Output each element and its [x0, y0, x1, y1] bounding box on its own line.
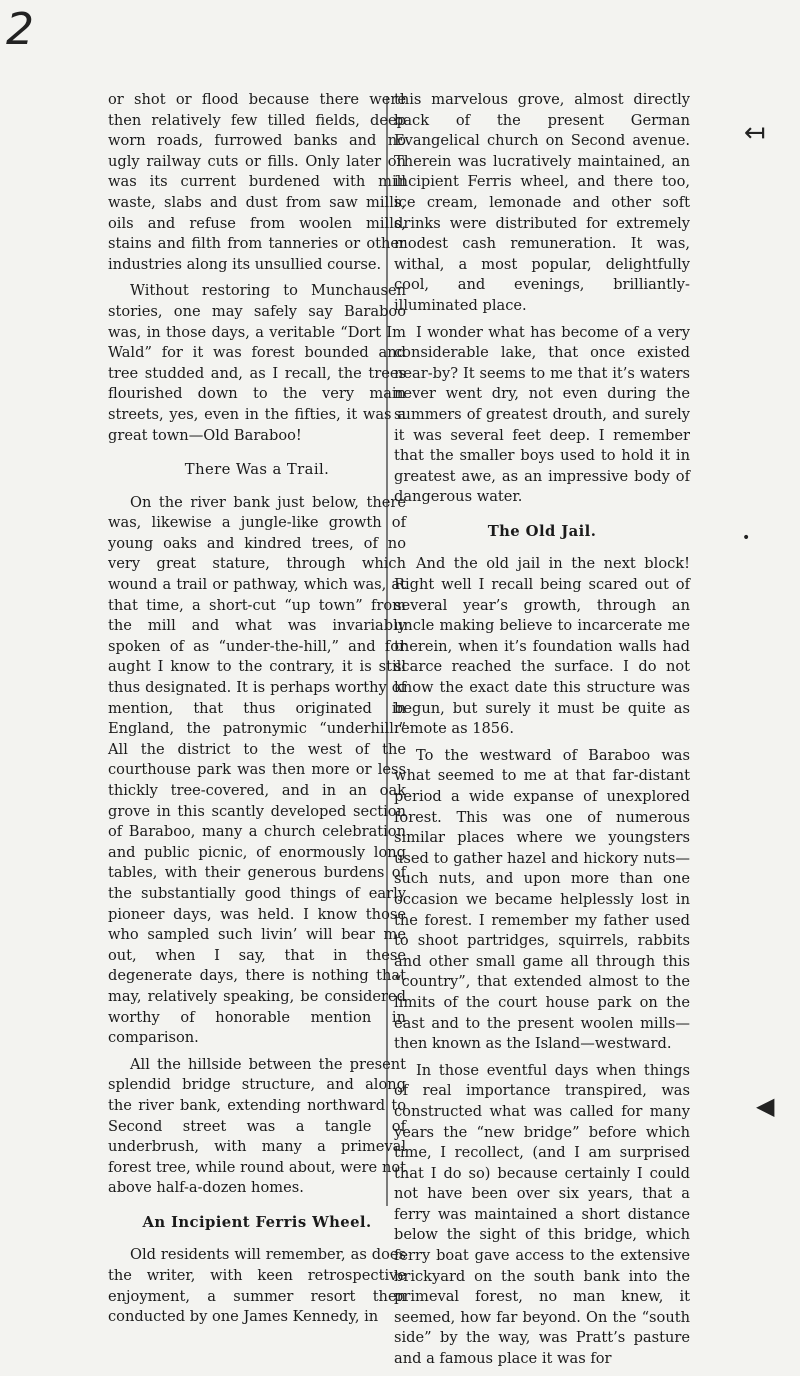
paragraph: On the river bank just below, there was, likewise a jungle-like growth of young oaks and kindred trees, of no very great stature, through which wound a trail or pathway, which was, at that time, a short-cut “up town” from the mill and what was invariably spoken of as “under-the-hill,” and for aught I know to the contrary, it is still thus designated. It is perhaps worthy of mention, that thus originated in England, the patronymic “underhill.” All the district to the west of the courthouse park was then more or less thickly tree-covered, and in an oak grove in this scantly developed section of Baraboo, many a church celebration and public picnic, of enormously long tables, with their generous burdens of the substantially good things of early pioneer days, was held. I know those who sampled such livin’ will bear me out, when I say, that in these degenerate days, there is nothing that may, relatively speaking, be considered worthy of honorable mention in comparison.	[108, 493, 406, 1047]
page-number: 2	[6, 4, 34, 55]
paragraph: I wonder what has become of a very considerable lake, that once existed near-by? It seems to me that it’s waters never went dry, not even during the summers of greatest drouth, and surely it was several feet deep. I remember that the smaller boys used to hold it in greatest awe, as an impressive body of dangerous water.	[394, 323, 690, 506]
margin-dot-icon: •	[742, 530, 751, 546]
paragraph: And the old jail in the next block! Right well I recall being scared out of several year’s growth, through an uncle making believe to incarcerate me therein, when it’s foundation walls had scarce reached the surface. I do not know the exact date this structure was begun, but surely it must be quite as remote as 1856.	[394, 555, 690, 738]
margin-mark-icon: ↤	[744, 118, 766, 148]
margin-arrow-icon: ◀	[756, 1092, 775, 1120]
section-heading: An Incipient Ferris Wheel.	[142, 1213, 372, 1231]
paragraph: All the hillside between the present splendid bridge structure, and along the river bank, extending northward to Second street was a tangle of underbrush, with many a primeval forest tree, while round about, were not above half-a-dozen homes.	[108, 1055, 406, 1197]
section-heading: The Old Jail.	[487, 522, 597, 540]
section-heading: There Was a Trail.	[184, 461, 330, 479]
right-column	[394, 90, 690, 1376]
left-column	[108, 90, 406, 1334]
paragraph: Without restoring to Munchausen stories, one may safely say Baraboo was, in those days, a veritable “Dort Im Wald” for it was forest bounded and tree studded and, as I recall, the trees flourished down to the very main streets, yes, even in the fifties, it was a great town—Old Baraboo!	[108, 282, 406, 444]
paragraph: this marvelous grove, almost directly back of the present German Evangelical church on Second avenue. Therein was lucratively maintained, an incipient Ferris wheel, and there too, ice cream, lemonade and other soft drinks were distributed for extremely modest cash remuneration. It was, withal, a most popular, delightfully cool, and evenings, brilliantly-illuminated place.	[394, 91, 690, 314]
paragraph: or shot or flood because there were then relatively few tilled fields, deep worn roads, furrowed banks and no ugly railway cuts or fills. Only later on was its current burdened with mill waste, slabs and dust from saw mills, oils and refuse from woolen mills, stains and filth from tanneries or other industries along its unsullied course.	[108, 91, 406, 273]
paragraph: To the westward of Baraboo was what seemed to me at that far-distant period a wide expanse of unexplored forest. This was one of numerous similar places where we youngsters used to gather hazel and hickory nuts—such nuts, and upon more than one occasion we became helplessly lost in the forest. I remember my father used to shoot partridges, squirrels, rabbits and other small game all through this “country”, that extended almost to the limits of the court house park on the east and to the present woolen mills—then known as the Island—westward.	[394, 746, 690, 1053]
paragraph: In those eventful days when things of real importance transpired, was constructed what was called for many years the “new bridge” before which time, I recollect, (and I am surprised that I do so) because certainly I could not have been over six years, that a ferry was maintained a short distance below the sight of this bridge, which ferry boat gave access to the extensive brickyard on the south bank into the primeval forest, no man knew, it seemed, how far beyond. On the “south side” by the way, was Pratt’s pasture and a famous place it was for	[394, 1061, 690, 1368]
paragraph: Old residents will remember, as does the writer, with keen retrospective enjoyment, a summer resort then conducted by one James Kennedy, in	[108, 1246, 406, 1326]
